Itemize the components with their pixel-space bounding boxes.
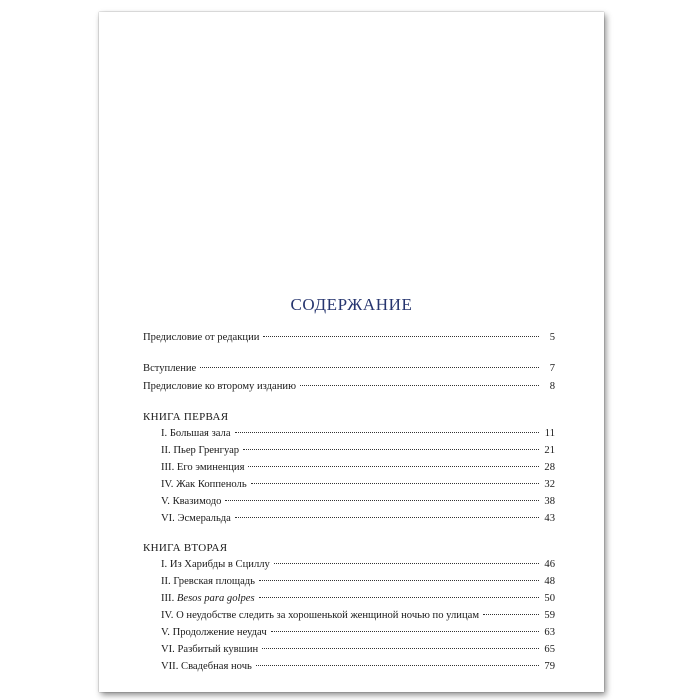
- toc-entry-label: IV. О неудобстве следить за хорошенькой женщиной ночью по улицам: [161, 610, 480, 621]
- toc-entry-label: VI. Эсмеральда: [161, 513, 231, 524]
- dot-leader: [274, 563, 539, 564]
- dot-leader: [259, 597, 539, 598]
- toc-entry-page: 46: [544, 559, 555, 570]
- toc-entry-label: Вступление: [143, 363, 197, 374]
- toc-entry-page: 65: [544, 644, 555, 655]
- toc-entry-label: VI. Разбитый кувшин: [161, 644, 259, 655]
- dot-leader: [235, 432, 539, 433]
- toc-entry-label: Предисловие ко второму изданию: [143, 381, 297, 392]
- dot-leader: [263, 336, 539, 337]
- toc-entry-label: [161, 591, 255, 607]
- toc-entry-chapter: [161, 608, 555, 624]
- toc-entry-chapter: [161, 443, 555, 459]
- toc-entry-label: I. Большая зала: [161, 428, 231, 439]
- toc-entry-label: V. Квазимодо: [161, 496, 222, 507]
- chapter-number: III.: [161, 593, 177, 604]
- dot-leader: [259, 580, 539, 581]
- toc-entry-page: 63: [544, 627, 555, 638]
- toc-entry-chapter: [161, 511, 555, 527]
- toc-entry-page: 50: [544, 593, 555, 604]
- toc-entry-label: II. Пьер Гренгуар: [161, 445, 240, 456]
- toc-entry-page: 8: [549, 381, 555, 392]
- toc-entry-page: 7: [549, 363, 555, 374]
- toc-entry-label: VII. Свадебная ночь: [161, 661, 252, 672]
- toc-entry-chapter: [161, 426, 555, 442]
- toc-entry-page: 38: [544, 496, 555, 507]
- dot-leader: [483, 614, 539, 615]
- toc-entry-page: 5: [549, 332, 555, 343]
- toc-entry-page: 21: [544, 445, 555, 456]
- dot-leader: [262, 648, 539, 649]
- dot-leader: [200, 367, 539, 368]
- chapter-title-italic: Besos para golpes: [176, 593, 255, 604]
- toc-entry-chapter: [161, 642, 555, 658]
- toc-entry-label: II. Гревская площадь: [161, 576, 255, 587]
- toc-entry-label: IV. Жак Коппеноль: [161, 479, 247, 490]
- toc-entry-label: III. Его эминенция: [161, 462, 245, 473]
- dot-leader: [271, 631, 539, 632]
- dot-leader: [256, 665, 539, 666]
- toc-entry-page: 32: [544, 479, 555, 490]
- dot-leader: [225, 500, 539, 501]
- toc-entry-chapter: [161, 494, 555, 510]
- book-page: [99, 12, 604, 692]
- toc-entry-label: I. Из Харибды в Сциллу: [161, 559, 270, 570]
- dot-leader: [251, 483, 539, 484]
- toc-entry-chapter: [161, 591, 555, 607]
- toc-title: СОДЕРЖАНИЕ: [290, 295, 413, 314]
- dot-leader: [300, 385, 539, 386]
- book-two-heading: КНИГА ВТОРАЯ: [143, 542, 228, 554]
- dot-leader: [243, 449, 539, 450]
- toc-entry-label: V. Продолжение неудач: [161, 627, 267, 638]
- dot-leader: [235, 517, 539, 518]
- toc-entry-page: 43: [544, 513, 555, 524]
- book-one-heading: КНИГА ПЕРВАЯ: [143, 411, 229, 423]
- toc-entry-preface-second-edition: [143, 379, 555, 395]
- toc-entry-chapter: [161, 625, 555, 641]
- toc-entry-page: 11: [544, 428, 555, 439]
- toc-entry-chapter: [161, 477, 555, 493]
- toc-entry-page: 59: [544, 610, 555, 621]
- toc-entry-chapter: [161, 574, 555, 590]
- toc-entry-chapter: [161, 659, 555, 675]
- toc-entry-page: 79: [544, 661, 555, 672]
- toc-entry-chapter: [161, 460, 555, 476]
- dot-leader: [248, 466, 539, 467]
- toc-entry-introduction: [143, 361, 555, 377]
- toc-entry-label: Предисловие от редакции: [143, 332, 260, 343]
- toc-entry-page: 28: [544, 462, 555, 473]
- toc-entry-preface-editorial: [143, 330, 555, 346]
- toc-entry-chapter: [161, 557, 555, 573]
- toc-entry-page: 48: [544, 576, 555, 587]
